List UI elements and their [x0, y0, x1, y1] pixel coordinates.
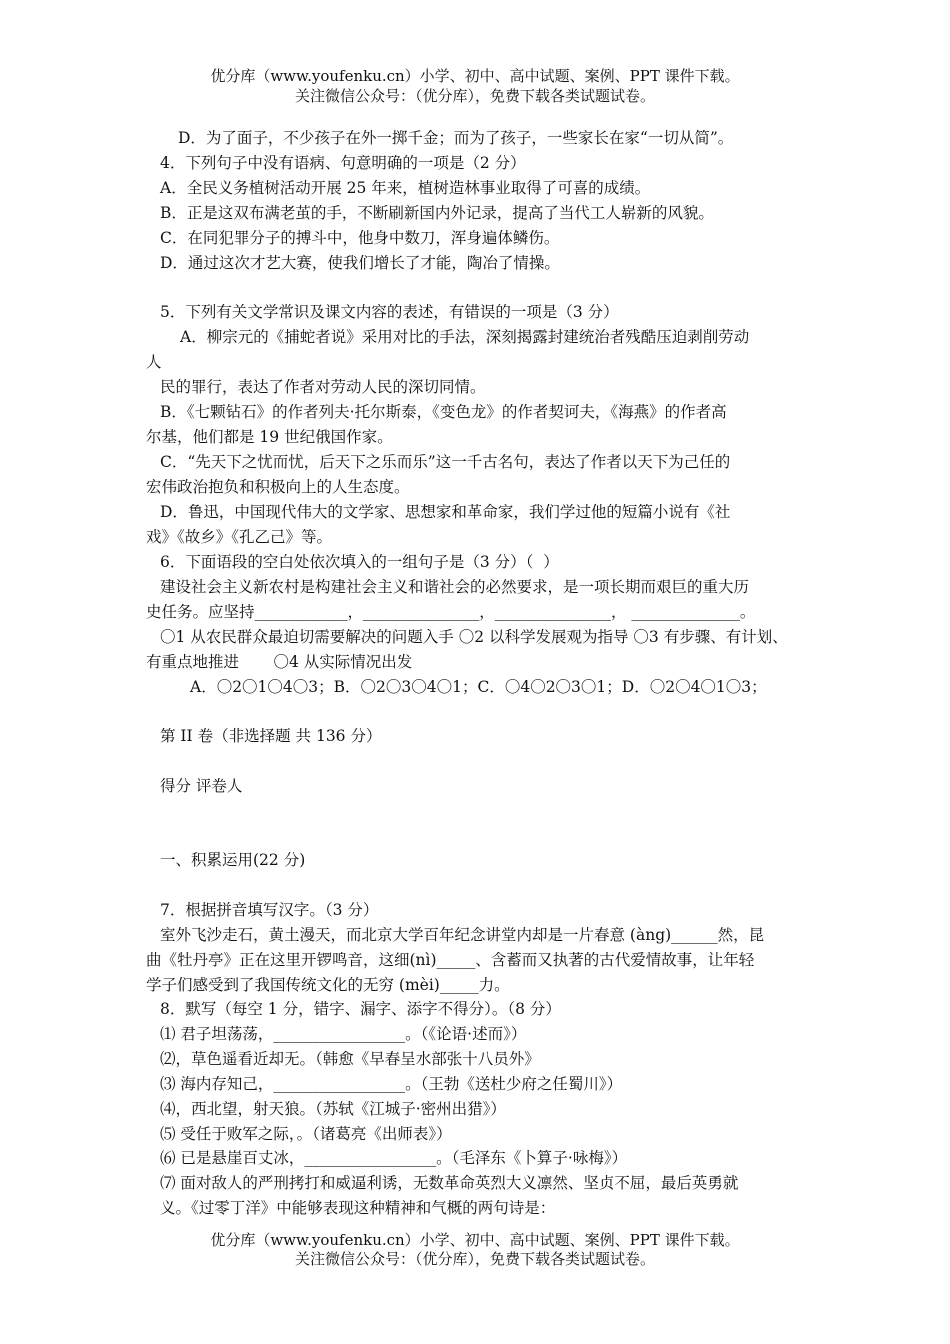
header-line-1: 优分库（www.youfenku.cn）小学、初中、高中试题、案例、PPT 课件下载。 — [210, 67, 740, 85]
q5-option-b-line1: B．《七颗钻石》的作者列夫·托尔斯泰，《变色龙》的作者契诃夫，《海燕》的作者高 — [160, 403, 727, 421]
part2-title: 第 II 卷（非选择题 共 136 分） — [160, 727, 382, 745]
q5-option-c-line1: C．“先天下之忧而忧，后天下之乐而乐”这一千古名句，表达了作者以天下为己任的 — [160, 453, 731, 471]
q8-item-2: ⑵，草色遥看近却无。（韩愈《早春呈水部张十八员外》 — [160, 1050, 540, 1068]
q6-choices: A．〇2〇1〇4〇3；B．〇2〇3〇4〇1；C．〇4〇2〇3〇1；D．〇2〇4〇1〇3； — [190, 678, 767, 696]
section-1-title: 一、积累运用(22 分) — [160, 851, 306, 869]
q4-option-b: B．正是这双布满老茧的手，不断刷新国内外记录，提高了当代工人崭新的风貌。 — [160, 204, 714, 222]
q3-option-d: D．为了面子，不少孩子在外一掷千金；而为了孩子，一些家长在家“一切从简”。 — [178, 129, 734, 147]
q8-item-3: ⑶ 海内存知己，_________________。（王勃《送杜少府之任蜀川》） — [160, 1075, 623, 1093]
q7-passage-line3: 学子们感受到了我国传统文化的无穷 (mèi)_____力。 — [146, 976, 510, 994]
q8-item-1: ⑴ 君子坦荡荡，_________________。（《论语·述而》） — [160, 1025, 527, 1043]
q5-option-a-line3: 民的罪行，表达了作者对劳动人民的深切同情。 — [160, 378, 486, 396]
q8-item-7-line2: 义。《过零丁洋》中能够表现这种精神和气概的两句诗是： — [160, 1199, 556, 1217]
q6-options-line1: 〇1 从农民群众最迫切需要解决的问题入手 〇2 以科学发展观为指导 〇3 有步骤、有计划、 — [160, 628, 788, 646]
q6-options-line2: 有重点地推进 〇4 从实际情况出发 — [146, 653, 413, 671]
q6-passage-line1: 建设社会主义新农村是构建社会主义和谐社会的必然要求，是一项长期而艰巨的重大历 — [160, 578, 750, 596]
q5-option-d-line1: D．鲁迅，中国现代伟大的文学家、思想家和革命家，我们学过他的短篇小说有《社 — [160, 503, 731, 521]
q5-option-c-line2: 宏伟政治抱负和积极向上的人生态度。 — [146, 478, 410, 496]
q8-stem: 8．默写（每空 1 分，错字、漏字、添字不得分）。（8 分） — [160, 1000, 561, 1018]
header-line-2: 关注微信公众号：（优分库），免费下载各类试题试卷。 — [294, 87, 655, 105]
q4-stem: 4．下列句子中没有语病、句意明确的一项是（2 分） — [160, 154, 526, 172]
q5-option-a-line1: A．柳宗元的《捕蛇者说》采用对比的手法，深刻揭露封建统治者残酷压迫剥削劳动 — [180, 328, 750, 346]
q8-item-4: ⑷，西北望，射天狼。（苏轼《江城子·密州出猎》） — [160, 1100, 506, 1118]
q8-item-5: ⑸ 受任于败军之际，。（诸葛亮《出师表》） — [160, 1125, 452, 1143]
q8-item-6: ⑹ 已是悬崖百丈冰，_________________。（毛泽东《卜算子·咏梅》） — [160, 1149, 628, 1167]
q4-option-a: A．全民义务植树活动开展 25 年来，植树造林事业取得了可喜的成绩。 — [160, 179, 651, 197]
q5-stem: 5．下列有关文学常识及课文内容的表述，有错误的一项是（3 分） — [160, 303, 619, 321]
q4-option-c: C．在同犯罪分子的搏斗中，他身中数刀，浑身遍体鳞伤。 — [160, 229, 560, 247]
q5-option-b-line2: 尔基，他们都是 19 世纪俄国作家。 — [146, 428, 393, 446]
q5-option-d-line2: 戏》《故乡》《孔乙己》等。 — [146, 528, 333, 546]
q7-passage-line2: 曲《牡丹亭》正在这里开锣鸣音，这细(nì)_____、含蓄而又执著的古代爱情故事，让年轻 — [146, 951, 755, 969]
q5-option-a-line2: 人 — [146, 353, 162, 371]
footer-line-1: 优分库（www.youfenku.cn）小学、初中、高中试题、案例、PPT 课件下载。 — [210, 1231, 740, 1249]
q7-stem: 7．根据拼音填写汉字。（3 分） — [160, 901, 379, 919]
scorer-label: 得分 评卷人 — [160, 777, 243, 795]
footer-line-2: 关注微信公众号：（优分库），免费下载各类试题试卷。 — [294, 1250, 655, 1268]
q8-item-7-line1: ⑺ 面对敌人的严刑拷打和威逼利诱，无数革命英烈大义凛然、坚贞不屈，最后英勇就 — [160, 1174, 739, 1192]
q6-stem: 6．下面语段的空白处依次填入的一组句子是（3 分）（ ） — [160, 553, 559, 571]
q7-passage-line1: 室外飞沙走石，黄土漫天，而北京大学百年纪念讲堂内却是一片春意 (àng)______然，昆 — [160, 926, 765, 944]
q6-passage-line2: 史任务。应坚持____________，_______________，_______________， ______________。 — [146, 603, 756, 621]
q4-option-d: D．通过这次才艺大赛，使我们增长了才能，陶冶了情操。 — [160, 254, 560, 272]
